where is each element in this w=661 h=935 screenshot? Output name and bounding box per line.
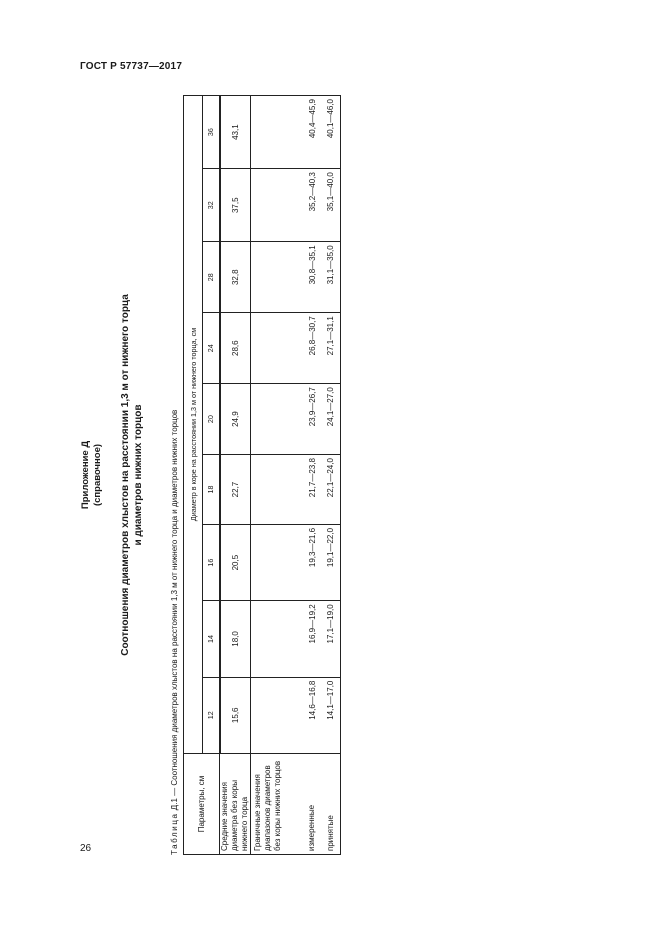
table-cell: 31,1—35,0 [322,242,341,313]
diameter-header: 16 [203,524,220,600]
diameter-header-row [203,96,220,855]
document-header: ГОСТ Р 57737—2017 [80,61,183,72]
table-cell: 43,1 [220,96,251,169]
diameter-header: 18 [203,455,220,525]
table-cell: 30,8—35,1 [303,242,322,313]
appendix-title: Приложение Д [80,440,91,510]
section-title-line2: и диаметров нижних торцов [132,404,144,546]
table-cell: 40,4—45,9 [303,96,322,169]
appendix-subtitle: (справочное) [92,443,103,507]
table-cell: 19,1—22,0 [322,524,341,600]
table-cell: 22,1—24,0 [322,455,341,525]
diameter-group-header: Диаметр в коре на расстоянии 1,3 м от нижнего торца, см [184,96,203,754]
appendix-heading [80,95,104,855]
table-row-limits [251,96,303,855]
table-cell [251,169,303,242]
table-cell: 22,7 [220,455,251,525]
table-cell [251,455,303,525]
table-cell: 37,5 [220,169,251,242]
table-cell: 26,8—30,7 [303,313,322,384]
diameter-header: 24 [203,313,220,384]
table-caption [170,410,180,855]
table-row-mean [220,96,251,855]
section-title-line1: Соотношения диаметров хлыстов на расстоянии 1,3 м от нижнего торца [120,294,131,656]
table-cell [251,384,303,455]
table-cell [251,313,303,384]
diameter-header: 14 [203,601,220,677]
section-title [120,95,145,855]
page-number: 26 [80,843,92,854]
table-cell: 14,6—16,8 [303,677,322,753]
table-caption-label: Таблица [170,812,179,855]
table-cell: 24,9 [220,384,251,455]
table-cell: 18,0 [220,601,251,677]
table-cell: 14,1—17,0 [322,677,341,753]
table-row-measured [303,96,322,855]
table-cell: 20,5 [220,524,251,600]
diameter-table [183,95,341,855]
table-cell: 32,8 [220,242,251,313]
row-label: принятые [322,753,341,854]
diameter-header: 28 [203,242,220,313]
table-cell: 28,6 [220,313,251,384]
table-cell: 23,9—26,7 [303,384,322,455]
row-label: Средние значения диаметра без коры нижнего торца [220,753,251,854]
table-cell: 15,6 [220,677,251,753]
table-cell [251,601,303,677]
table-cell: 24,1—27,0 [322,384,341,455]
row-label: измеренные [303,753,322,854]
table-cell [251,524,303,600]
table-cell [251,96,303,169]
table-cell: 17,1—19,0 [322,601,341,677]
table-cell: 19,3—21,6 [303,524,322,600]
table-caption-text: Д.1 — Соотношения диаметров хлыстов на расстоянии 1,3 м от нижнего торца и диаметров нижних торцов [170,409,179,811]
diameter-header: 32 [203,169,220,242]
row-label: Граничные значения диапазонов диаметров без коры нижних торцов [251,753,303,854]
rotated-content [80,95,338,855]
table-cell: 40,1—46,0 [322,96,341,169]
diameter-header: 20 [203,384,220,455]
table-cell: 16,9—19,2 [303,601,322,677]
table-cell: 21,7—23,8 [303,455,322,525]
table-cell: 35,2—40,3 [303,169,322,242]
diameter-header: 12 [203,677,220,753]
table-cell [251,242,303,313]
param-header: Параметры, см [184,753,220,854]
table-header-row [184,96,203,855]
table-cell: 35,1—40,0 [322,169,341,242]
table-cell: 27,1—31,1 [322,313,341,384]
table-cell [251,677,303,753]
table-row-accepted [322,96,341,855]
diameter-header: 36 [203,96,220,169]
